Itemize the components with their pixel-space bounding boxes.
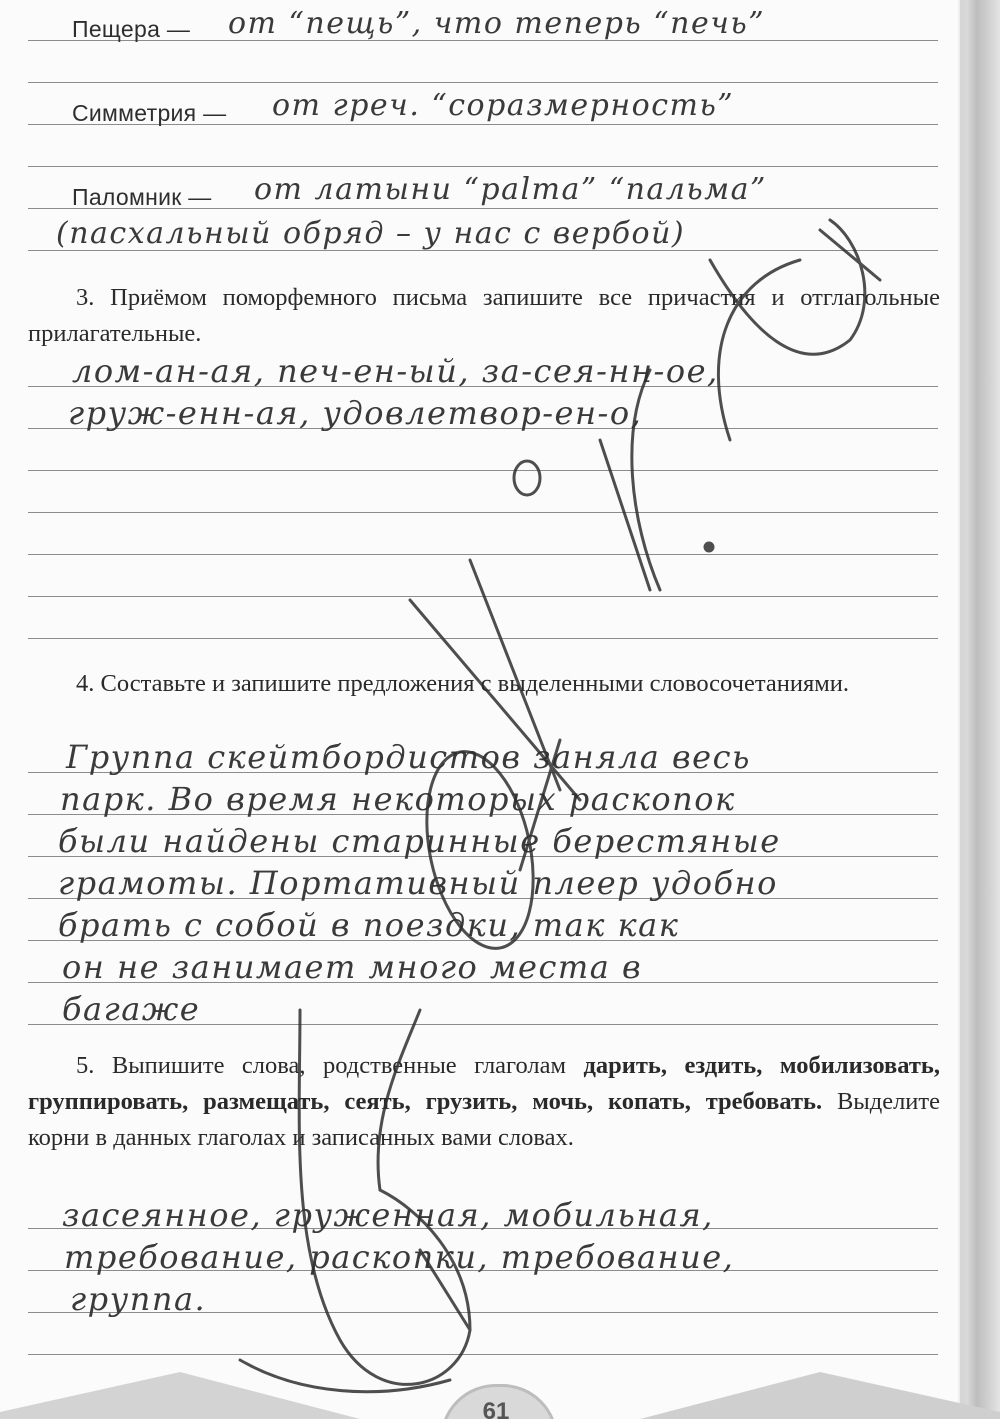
task-5-intro: Выпишите слова, родственные глаголам [111,1052,567,1079]
task-4-number: 4. [76,670,95,697]
page-number: 61 [482,1398,510,1419]
word-label-2: Симметрия — [72,100,227,126]
handwritten-answer-2: от греч. “соразмерность” [272,88,735,123]
footer-shape [640,1372,1000,1419]
task-4-answer-line: багаже [62,990,201,1028]
word-label-3: Паломник — [72,184,212,210]
task-5-answer-line: засеянное, груженная, мобильная, [62,1196,714,1234]
page-edge-line [960,0,966,1419]
task-4-answer-line: грамоты. Портативный плеер удобно [58,864,778,902]
handwritten-answer-1: от “пещь”, что теперь “печь” [228,6,766,41]
word-label-1: Пещера — [72,16,191,42]
footer-shape [0,1372,360,1419]
task-5-answer-line: требование, раскопки, требование, [64,1238,735,1276]
task-5-text [28,1048,940,1156]
task-4-answer-line: Группа скейтбордистов заняла весь [66,738,751,776]
rule-line [28,554,938,555]
task-4-answer-line: парк. Во время некоторых раскопок [60,780,736,818]
task-4-answer-line: он не занимает много места в [62,948,643,986]
task-3-answer-2: груж-енн-ая, удовлетвор-ен-о, [68,394,643,432]
handwritten-answer-3a: от латыни “palma” “пальма” [254,172,767,207]
task-5-verbs: дарить, ездить, мобилизовать, группировать, размещать, сеять, грузить, мочь, копать, требовать. [28,1052,941,1115]
scribble-stroke [600,440,650,590]
rule-line [28,166,938,167]
scribble-loop [514,461,540,495]
task-4-answer-line: брать с собой в поездки, так как [58,906,680,944]
task-4-text [28,666,940,702]
task-4-answer-line: были найдены старинные берестяные [58,822,781,860]
task-4-instruction: Составьте и запишите предложения с выделенными словосочетаниями. [100,670,849,697]
task-5-number: 5. [76,1052,95,1079]
task-5-answer-line: группа. [70,1280,207,1318]
rule-line [28,512,938,513]
task-3-number: 3. [76,284,95,311]
rule-line [28,596,938,597]
rule-line [28,470,938,471]
handwritten-answer-3b: (пасхальный обряд – у нас с вербой) [56,216,686,251]
scribble-stroke [820,230,880,280]
task-3-answer-1: лом-ан-ая, печ-ен-ый, за-сея-нн-ое, [72,352,719,390]
scribble-dot [705,543,713,551]
task-3-instruction: Приёмом поморфемного письма запишите все причастия и отглагольные прилагательные. [28,284,940,347]
task-5-tail: Выделите корни в данных глаголах и записанных вами словах. [28,1088,940,1151]
task-3-text [28,280,940,352]
rule-line [28,82,938,83]
rule-line [28,1354,938,1355]
rule-line [28,638,938,639]
